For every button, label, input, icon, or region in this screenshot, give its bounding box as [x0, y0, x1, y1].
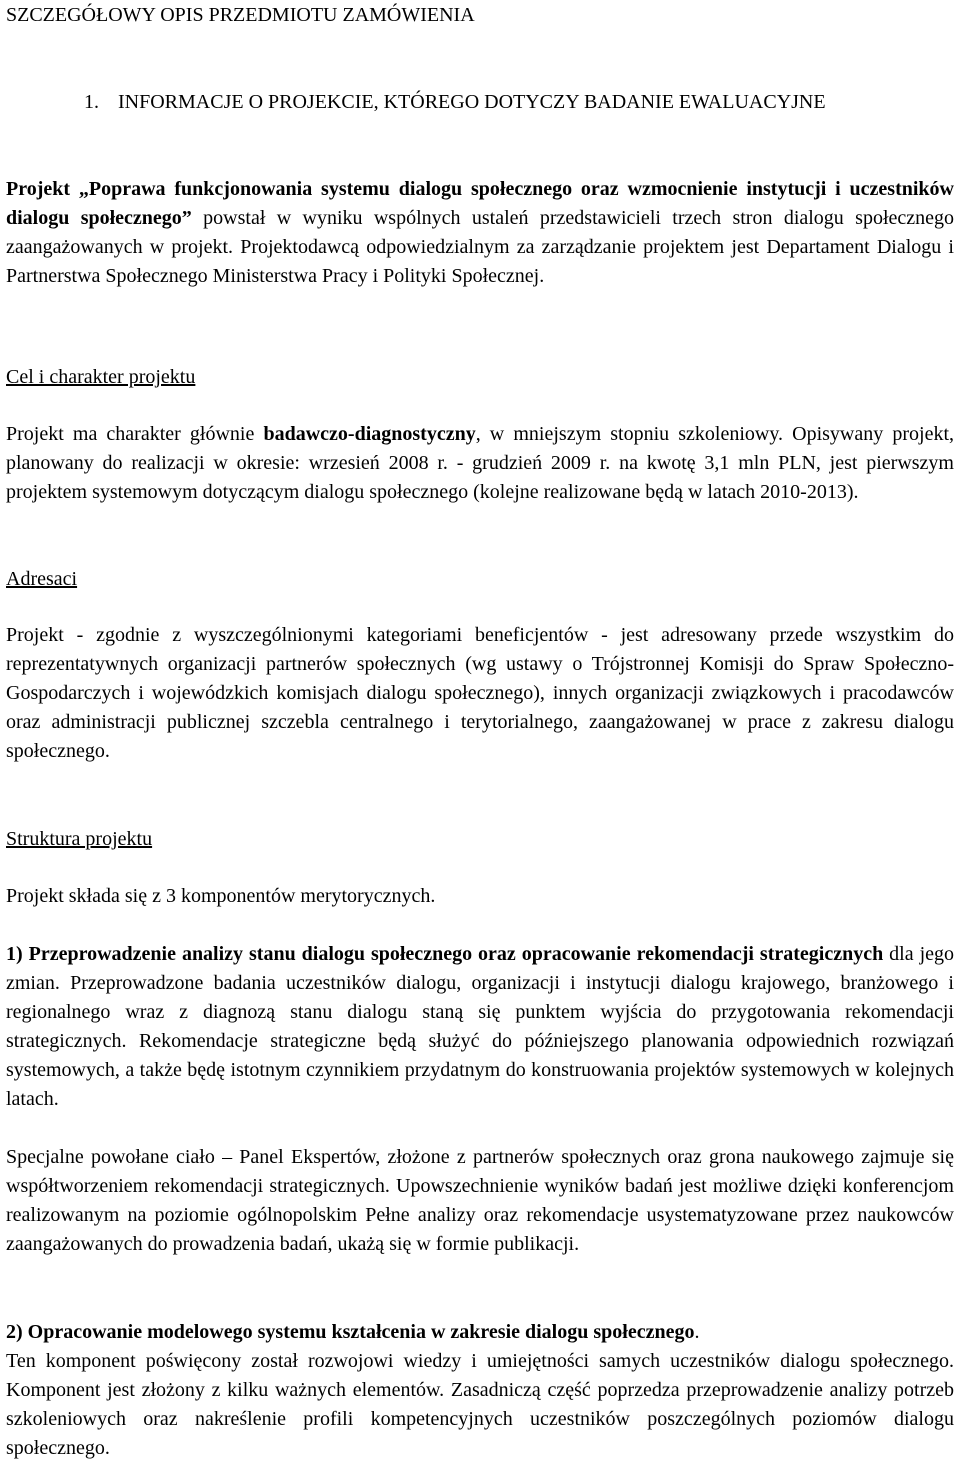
- component-2-dot: .: [694, 1321, 700, 1343]
- section-heading-1: [84, 88, 954, 117]
- intro-text: powstał w wyniku wspólnych ustaleń przedstawicieli trzech stron dialogu społecznego zaangażowanych w projekt.: [6, 207, 955, 258]
- document-title: SZCZEGÓŁOWY OPIS PRZEDMIOTU ZAMÓWIENIA: [6, 4, 475, 26]
- component-1-paragraph-2: Specjalne powołane ciało – Panel Ekspertów, złożone z partnerów społecznych oraz grona naukowego zajmuje się współtworzeniem rekomendacji strategicznych. Upowszechnienie wyników badań jest możliwe dzięki konferencjom realizowanym na poziomie ogólnopolskim Pełne analizy oraz rekomendacje usystematyzowane przez naukowców zaangażowanych do prowadzenia badań, ukażą się w formie publikacji.: [6, 1146, 954, 1255]
- component-1-text: dla jego zmian. Przeprowadzone badania uczestników dialogu, organizacji i instytucji dialogu krajowego, branżowego i regionalnego wraz z diagnozą stanu dialogu staną się punktem wyjścia do przygotowania rekomendacji strategicznych. Rekomendacje strategiczne będą służyć do późniejszego planowania odpowiednich rozwiązań systemowych, a także będę istotnym czynnikiem przydatnym do konstruowania projektów systemowych w kolejnych latach.: [6, 943, 955, 1110]
- adresaci-heading: Adresaci: [6, 568, 78, 590]
- component-1-paragraph: [6, 940, 954, 1114]
- cel-text-start: Projekt ma charakter głównie: [6, 423, 264, 445]
- intro-text-2: Projektodawcą odpowiedzialnym za zarządzanie projektem jest Departament Dialogu i Partnerstwa Społecznego Ministerstwa Pracy i Polityki Społecznej.: [6, 236, 954, 287]
- section-heading-text: INFORMACJE O PROJEKCIE, KTÓREGO DOTYCZY BADANIE EWALUACYJNE: [118, 91, 826, 113]
- component-2-text: Ten komponent poświęcony został rozwojowi wiedzy i umiejętności samych uczestników dialogu społecznego. Komponent jest złożony z kilku ważnych elementów. Zasadniczą część poprzedza przeprowadzenie analizy potrzeb szkoleniowych oraz nakreślenie profili kompetencyjnych uczestników poszczególnych poziomów dialogu społecznego.: [6, 1350, 954, 1459]
- component-2-title: 2) Opracowanie modelowego systemu kształcenia w zakresie dialogu społecznego: [6, 1321, 695, 1343]
- cel-text-mid: , w mniejszym stopniu szkoleniowy. Opisywany projekt, planowany do realizacji w okresie: wrzesień 2008 r. - grudzień 2009 r.: [6, 423, 955, 474]
- project-name: Projekt „Poprawa funkcjonowania systemu dialogu społecznego oraz wzmocnienie instytucji i uczestników dialogu społecznego”: [6, 178, 954, 229]
- component-1-title: 1) Przeprowadzenie analizy stanu dialogu społecznego oraz opracowanie rekomendacji strategicznych: [6, 943, 884, 965]
- cel-heading: Cel i charakter projektu: [6, 366, 196, 388]
- component-2-paragraph: [6, 1318, 954, 1347]
- cel-text-bold: badawczo-diagnostyczny: [263, 423, 476, 445]
- adresaci-paragraph: Projekt - zgodnie z wyszczególnionymi kategoriami beneficjentów - jest adresowany przede wszystkim do reprezentatywnych organizacji partnerów społecznych (wg ustawy o Trójstronnej Komisji do Spraw Społeczno-Gospodarczych i wojewódzkich komisjach dialogu społecznego), innych organizacji związkowych i pracodawców oraz administracji publicznej szczebla centralnego i terytorialnego, zaangażowanej w prace z zakresu dialogu społecznego.: [6, 624, 954, 762]
- intro-paragraph: [6, 175, 954, 291]
- struktura-heading: Struktura projektu: [6, 828, 153, 850]
- cel-paragraph: [6, 420, 954, 507]
- section-number: 1.: [84, 91, 99, 113]
- cel-text-end: na kwotę 3,1 mln PLN, jest pierwszym projektem systemowym dotyczącym dialogu społecznego (kolejne realizowane będą w latach 2010-2013).: [6, 452, 954, 503]
- struktura-intro: Projekt składa się z 3 komponentów merytorycznych.: [6, 885, 436, 907]
